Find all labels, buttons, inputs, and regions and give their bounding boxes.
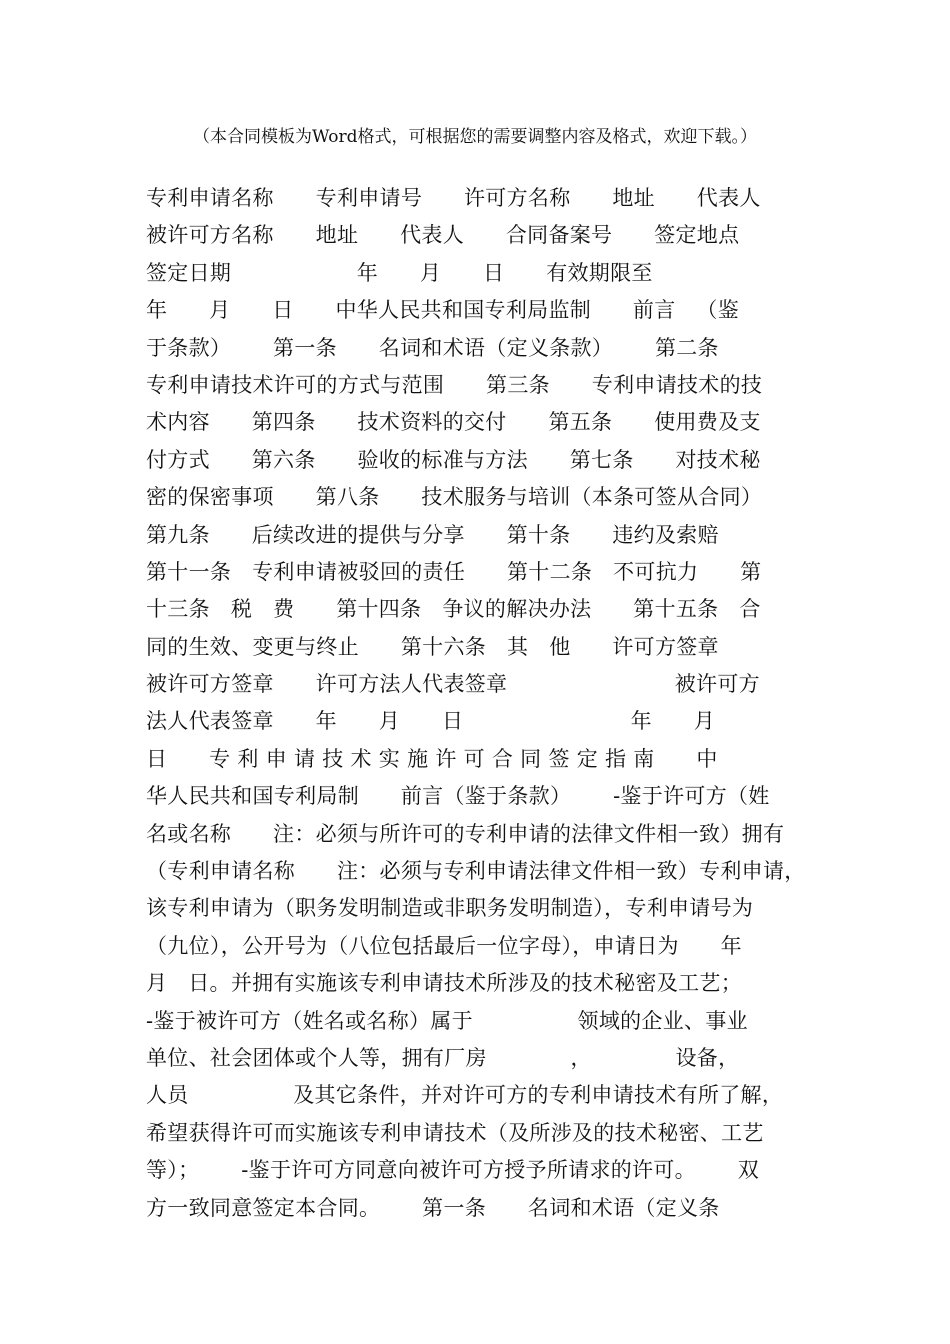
body-line: 被许可方名称 地址 代表人 合同备案号 签定地点: [146, 223, 740, 248]
body-line: 签定日期 年 月 日 有效期限至: [146, 260, 653, 285]
body-line: 该专利申请为（职务发明制造或非职务发明制造），专利申请号为: [146, 896, 754, 921]
body-line: 名或名称 注：必须与所许可的专利申请的法律文件相一致）拥有: [146, 821, 785, 846]
body-line: 希望获得许可而实施该专利申请技术（及所涉及的技术秘密、工艺: [146, 1120, 764, 1145]
body-line: 十三条 税 费 第十四条 争议的解决办法 第十五条 合: [146, 597, 761, 622]
body-line: 于条款） 第一条 名词和术语（定义条款） 第二条: [146, 335, 719, 360]
body-line: 华人民共和国专利局制 前言（鉴于条款） -鉴于许可方（姓: [146, 784, 770, 809]
body-line: （九位），公开号为（八位包括最后一位字母），申请日为 年: [146, 933, 742, 958]
body-line: 第十一条 专利申请被驳回的责任 第十二条 不可抗力 第: [146, 559, 762, 584]
body-line: 专利申请名称 专利申请号 许可方名称 地址 代表人: [146, 186, 761, 210]
body-line: 月 日。并拥有实施该专利申请技术所涉及的技术秘密及工艺；: [146, 971, 743, 996]
body-line: （专利申请名称 注：必须与专利申请法律文件相一致）专利申请，: [146, 859, 806, 884]
body-line: 付方式 第六条 验收的标准与方法 第七条 对技术秘: [146, 447, 761, 472]
template-note: （本合同模板为Word格式，可根据您的需要调整内容及格式，欢迎下载。）: [192, 127, 758, 147]
body-line: 单位、社会团体或个人等，拥有厂房 ， 设备，: [146, 1045, 740, 1070]
body-line: 方一致同意签定本合同。 第一条 名词和术语（定义条: [146, 1195, 720, 1220]
body-line: 人员 及其它条件，并对许可方的专利申请技术有所了解，: [146, 1083, 784, 1108]
body-line: 第九条 后续改进的提供与分享 第十条 违约及索赔: [146, 522, 719, 547]
body-line: 年 月 日 中华人民共和国专利局监制 前言 （鉴: [146, 298, 740, 323]
body-line: -鉴于被许可方（姓名或名称）属于 领域的企业、事业: [146, 1008, 748, 1033]
body-line: 同的生效、变更与终止 第十六条 其 他 许可方签章: [146, 634, 719, 659]
contract-body: [146, 180, 826, 1227]
body-line: 等）； -鉴于许可方同意向被许可方授予所请求的许可。 双: [146, 1158, 760, 1183]
body-line: 专利申请技术许可的方式与范围 第三条 专利申请技术的技: [146, 372, 763, 397]
body-line: 术内容 第四条 技术资料的交付 第五条 使用费及支: [146, 410, 761, 435]
body-line: 被许可方签章 许可方法人代表签章 被许可方: [146, 672, 760, 697]
body-line: 法人代表签章 年 月 日 年 月: [146, 709, 716, 734]
body-line: 日 专 利 申 请 技 术 实 施 许 可 合 同 签 定 指 南 中: [146, 746, 718, 771]
body-line: 密的保密事项 第八条 技术服务与培训（本条可签从合同）: [146, 485, 763, 510]
